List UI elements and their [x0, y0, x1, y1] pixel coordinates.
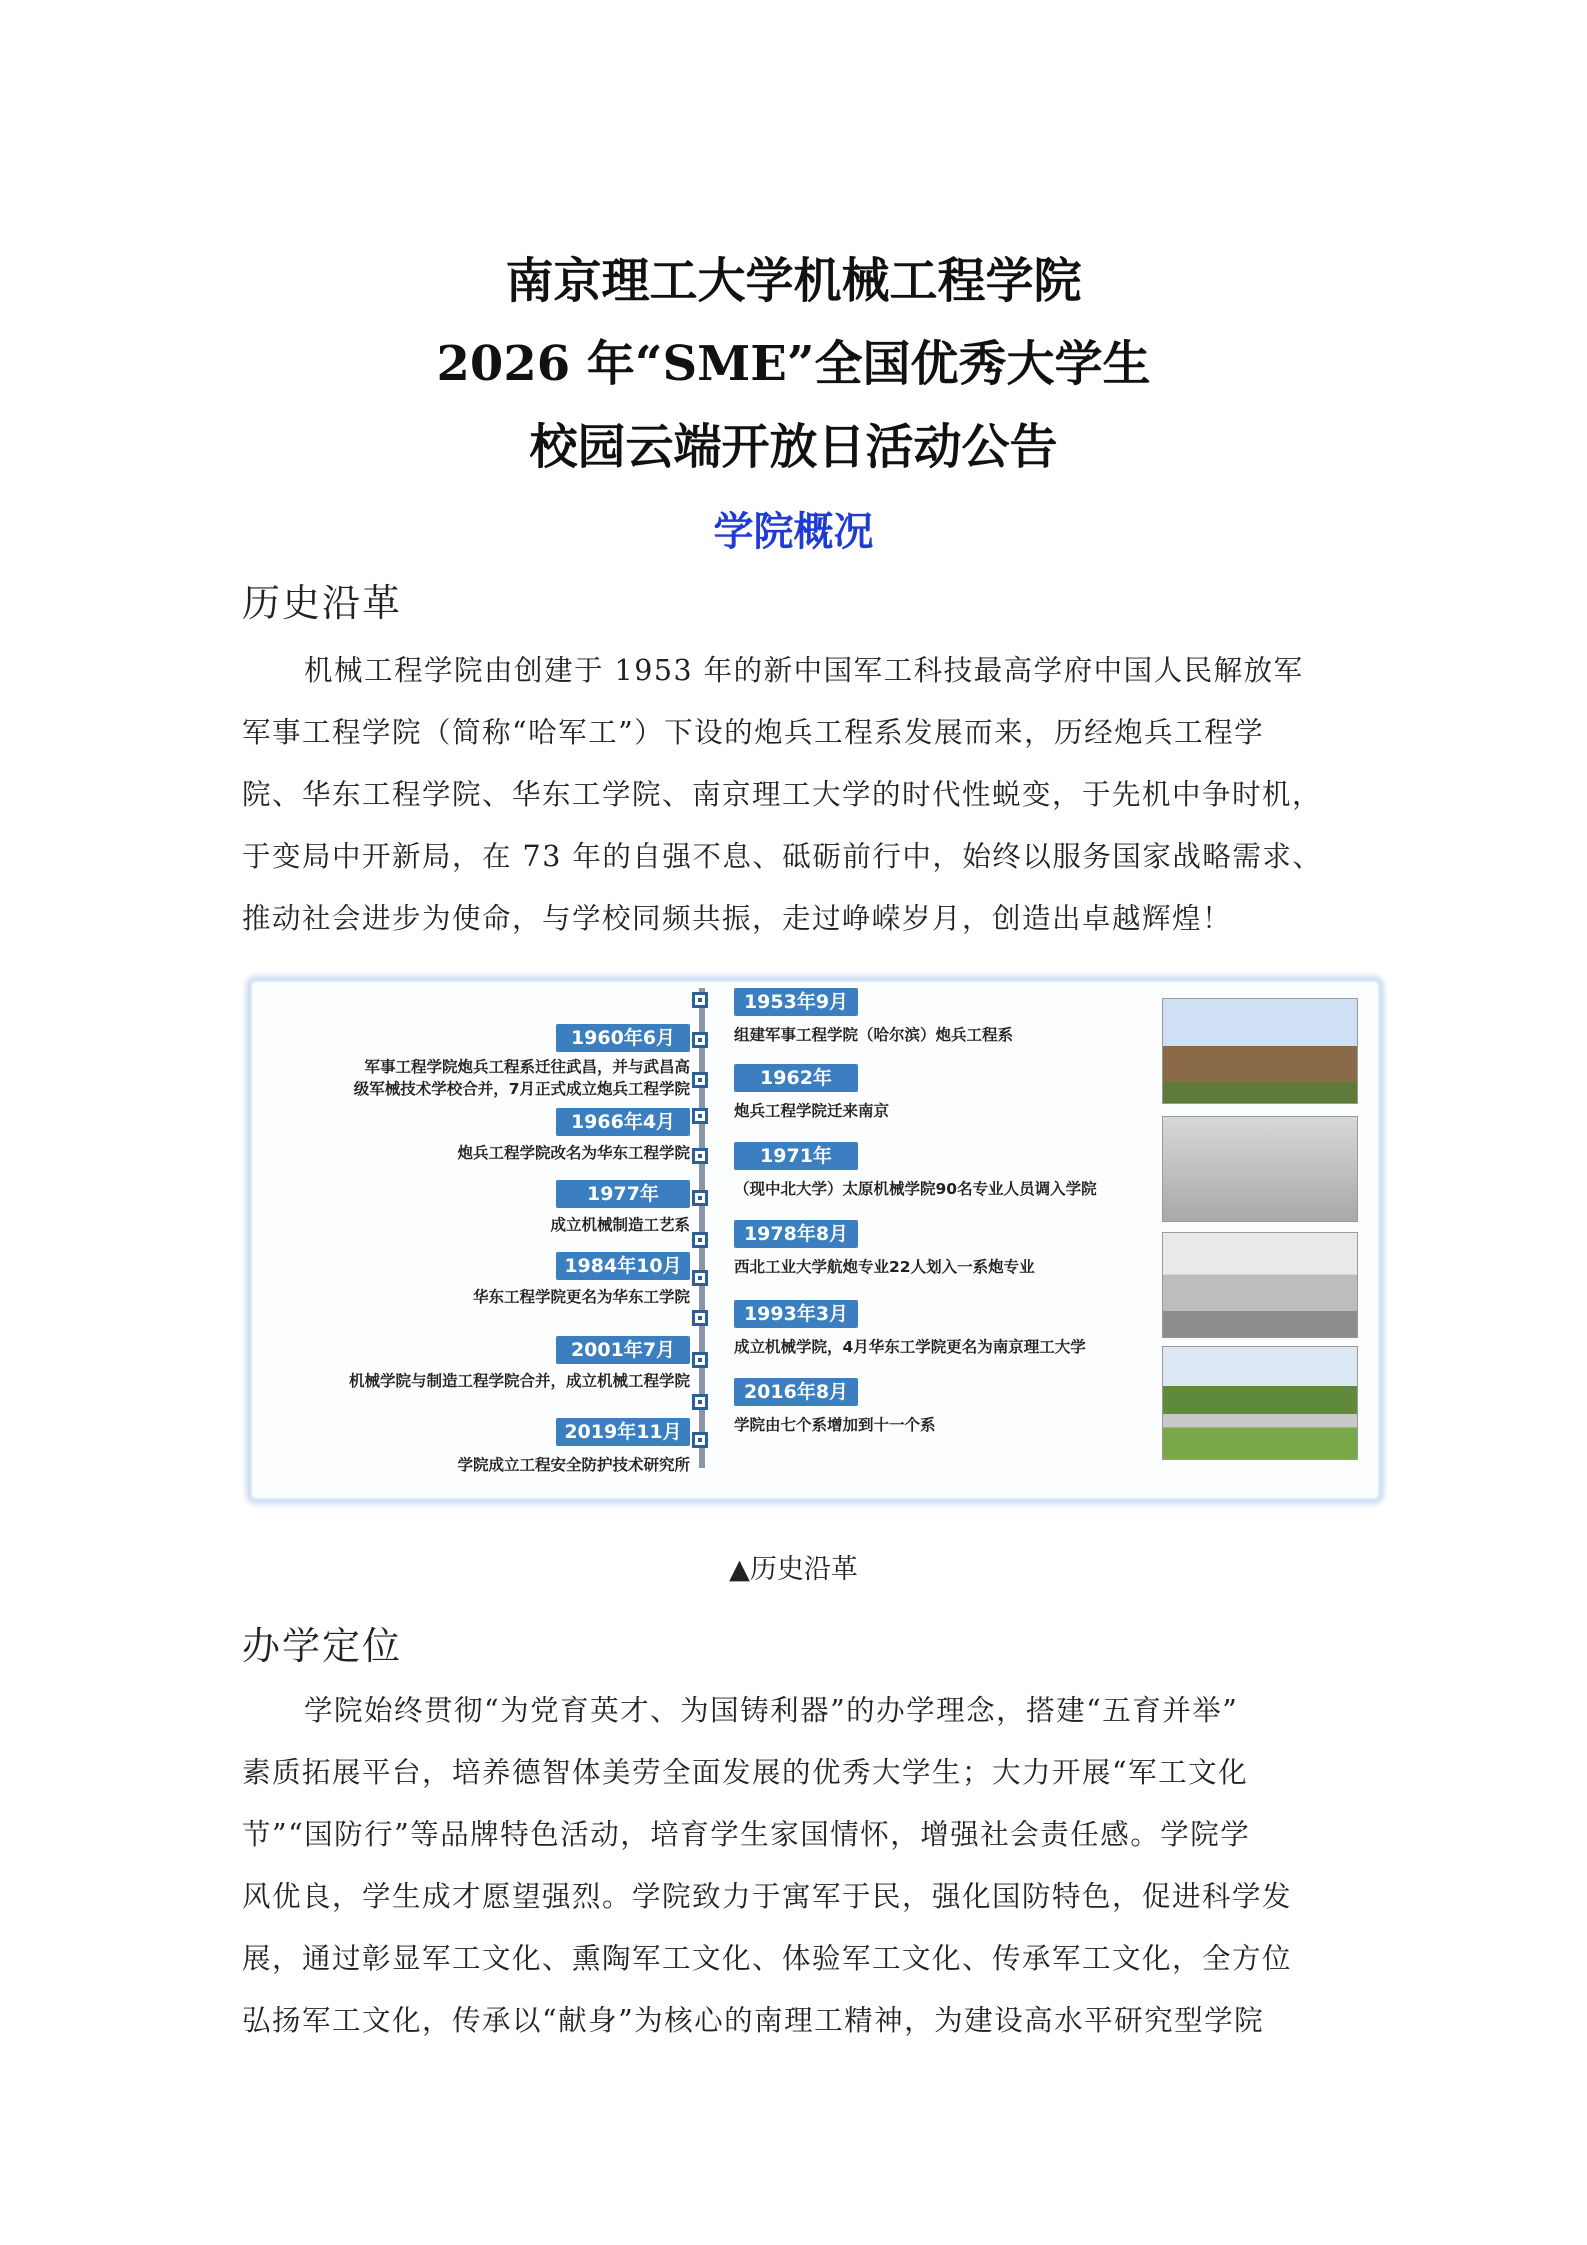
timeline-event: 学院由七个系增加到十一个系: [734, 1416, 936, 1434]
history-timeline-figure: [250, 980, 1380, 1500]
position-line: 学院始终贯彻“为党育英才、为国铸利器”的办学理念，搭建“五育并举”: [304, 1694, 1239, 1727]
timeline-event: 机械学院与制造工程学院合并，成立机械工程学院: [348, 1372, 690, 1390]
title-line-1: 南京理工大学机械工程学院: [505, 253, 1082, 309]
timeline-date: 1978年8月: [734, 1220, 858, 1248]
timeline-date: 1953年9月: [734, 988, 858, 1016]
timeline-date: 1977年: [556, 1180, 690, 1208]
timeline-date: 1962年: [734, 1064, 858, 1092]
history-line: 推动社会进步为使命，与学校同频共振，走过峥嵘岁月，创造出卓越辉煌！: [242, 902, 1233, 935]
timeline-event: 西北工业大学航炮专业22人划入一系炮专业: [734, 1258, 1035, 1276]
university-gate-photo: [1162, 1346, 1358, 1460]
timeline-node: [692, 1032, 708, 1048]
timeline-node: [692, 992, 708, 1008]
timeline-event: 成立机械制造工艺系: [550, 1216, 690, 1234]
old-campus-photo: [1162, 1232, 1358, 1338]
title-line-2: 2026 年“SME”全国优秀大学生: [436, 336, 1151, 392]
timeline-date: 1971年: [734, 1142, 858, 1170]
position-line: 素质拓展平台，培养德智体美劳全面发展的优秀大学生；大力开展“军工文化: [242, 1756, 1249, 1789]
position-line: 弘扬军工文化，传承以“献身”为核心的南理工精神，为建设高水平研究型学院: [242, 2004, 1265, 2037]
timeline-event: 炮兵工程学院改名为华东工程学院: [457, 1144, 690, 1162]
history-paragraph: [242, 640, 1350, 950]
historic-building-photo: [1162, 998, 1358, 1104]
timeline-date: 1966年4月: [556, 1108, 690, 1136]
timeline-date: 1984年10月: [556, 1252, 690, 1280]
timeline-event: 学院成立工程安全防护技术研究所: [457, 1456, 690, 1474]
timeline-node: [692, 1270, 708, 1286]
timeline-event: 级军械技术学校合并，7月正式成立炮兵工程学院: [353, 1080, 690, 1098]
position-line: 展，通过彰显军工文化、熏陶军工文化、体验军工文化、传承军工文化，全方位: [242, 1942, 1293, 1975]
position-line: 节”“国防行”等品牌特色活动，培育学生家国情怀，增强社会责任感。学院学: [242, 1818, 1251, 1851]
timeline-event: 军事工程学院炮兵工程系迁往武昌，并与武昌高: [364, 1058, 690, 1076]
history-heading: 历史沿革: [242, 581, 403, 625]
timeline-event: 成立机械学院，4月华东工学院更名为南京理工大学: [734, 1338, 1086, 1356]
timeline-node: [692, 1394, 708, 1410]
timeline-node: [692, 1072, 708, 1088]
position-heading: 办学定位: [242, 1624, 403, 1668]
history-line: 于变局中开新局，在 73 年的自强不息、砥砺前行中，始终以服务国家战略需求、: [242, 840, 1323, 873]
title-line-3: 校园云端开放日活动公告: [529, 419, 1058, 475]
timeline-node: [692, 1190, 708, 1206]
history-line: 机械工程学院由创建于 1953 年的新中国军工科技最高学府中国人民解放军: [304, 654, 1304, 687]
history-line: 军事工程学院（简称“哈军工”）下设的炮兵工程系发展而来，历经炮兵工程学: [242, 716, 1265, 749]
campus-gate-photo: [1162, 1116, 1358, 1222]
timeline-date: 1993年3月: [734, 1300, 858, 1328]
timeline-node: [692, 1310, 708, 1326]
history-line: 院、华东工程学院、华东工学院、南京理工大学的时代性蜕变，于先机中争时机，: [242, 778, 1323, 811]
timeline-event: 华东工程学院更名为华东工学院: [472, 1288, 690, 1306]
timeline-node: [692, 1148, 708, 1164]
timeline-event: （现中北大学）太原机械学院90名专业人员调入学院: [734, 1180, 1097, 1198]
timeline-event: 组建军事工程学院（哈尔滨）炮兵工程系: [734, 1026, 1014, 1044]
timeline-node: [692, 1232, 708, 1248]
timeline-node: [692, 1352, 708, 1368]
timeline-node: [692, 1432, 708, 1448]
timeline-date: 2019年11月: [556, 1418, 690, 1446]
timeline-date: 2016年8月: [734, 1378, 858, 1406]
timeline-date: 1960年6月: [556, 1024, 690, 1052]
timeline-event: 炮兵工程学院迁来南京: [734, 1102, 890, 1120]
timeline-date: 2001年7月: [556, 1336, 690, 1364]
figure-caption: ▲历史沿革: [729, 1554, 858, 1585]
position-line: 风优良，学生成才愿望强烈。学院致力于寓军于民，强化国防特色，促进科学发: [242, 1880, 1293, 1913]
section-label: 学院概况: [713, 509, 874, 555]
timeline-node: [692, 1108, 708, 1124]
position-paragraph: [242, 1680, 1350, 2052]
